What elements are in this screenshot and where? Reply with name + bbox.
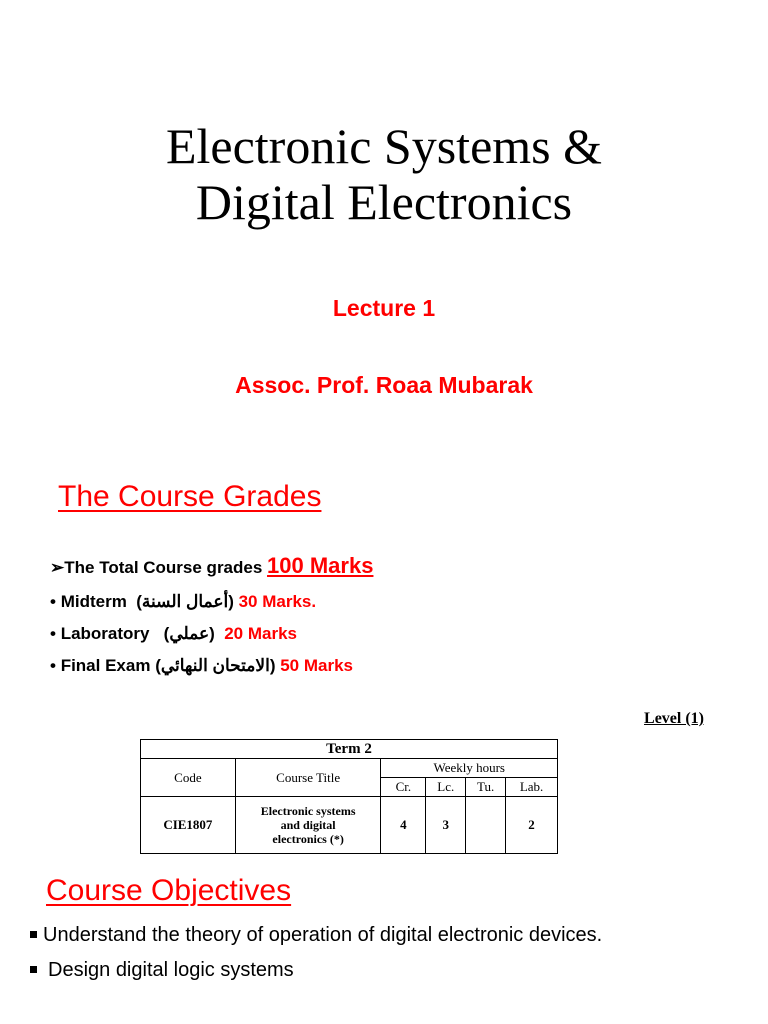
objective-item (30, 924, 602, 947)
grade-item-laboratory (50, 624, 297, 644)
cell-lc: 3 (426, 797, 466, 854)
cell-code: CIE1807 (141, 797, 236, 854)
header-lc: Lc. (426, 778, 466, 797)
course-table (140, 739, 558, 854)
bullet-icon: • (50, 656, 56, 675)
header-tu: Tu. (466, 778, 506, 797)
cell-cr: 4 (381, 797, 426, 854)
header-course-title: Course Title (235, 759, 381, 797)
grade-item-arabic: (عملي) (163, 624, 215, 643)
header-weekly-hours: Weekly hours (381, 759, 558, 778)
objective-item (30, 959, 294, 982)
grade-item-value: 30 Marks. (238, 592, 317, 611)
grade-item-midterm (50, 592, 316, 612)
total-grades-label: The Total Course grades (64, 558, 268, 577)
arrow-bullet-icon: ➢ (50, 558, 65, 577)
cell-course-title: Electronic systems and digital electronics (*) (235, 797, 381, 854)
lecture-label: Lecture 1 (332, 295, 436, 321)
grade-item-arabic: (الامتحان النهائي) (155, 656, 276, 675)
grade-item-value: 50 Marks (280, 656, 353, 675)
cell-tu (466, 797, 506, 854)
header-lab: Lab. (506, 778, 558, 797)
grades-heading: The Course Grades (58, 480, 322, 513)
grade-item-label: Final Exam (60, 656, 151, 675)
total-grades-line (50, 553, 373, 579)
document-title (0, 118, 768, 230)
bullet-icon: • (50, 624, 56, 643)
header-cr: Cr. (381, 778, 426, 797)
grade-item-final-exam (50, 656, 353, 676)
cell-lab: 2 (506, 797, 558, 854)
header-code: Code (141, 759, 236, 797)
total-grades-value: 100 Marks (267, 553, 374, 578)
level-label: Level (1) (644, 710, 704, 727)
objective-text: Understand the theory of operation of digital electronic devices. (43, 924, 603, 946)
title-line-2: Digital Electronics (195, 174, 573, 230)
square-bullet-icon (30, 931, 37, 938)
author-name: Assoc. Prof. Roaa Mubarak (235, 372, 533, 398)
title-line-1: Electronic Systems & (165, 118, 603, 174)
grade-item-label: Midterm (60, 592, 127, 611)
objectives-heading: Course Objectives (46, 874, 292, 907)
level-title (0, 710, 706, 728)
table-row (141, 797, 558, 854)
objective-text: Design digital logic systems (48, 959, 294, 981)
square-bullet-icon (30, 966, 37, 973)
grade-item-arabic: (أعمال السنة) (136, 592, 234, 611)
bullet-icon: • (50, 592, 56, 611)
term-header: Term 2 (141, 740, 558, 759)
grade-item-value: 20 Marks (224, 624, 297, 643)
grade-item-label: Laboratory (60, 624, 150, 643)
